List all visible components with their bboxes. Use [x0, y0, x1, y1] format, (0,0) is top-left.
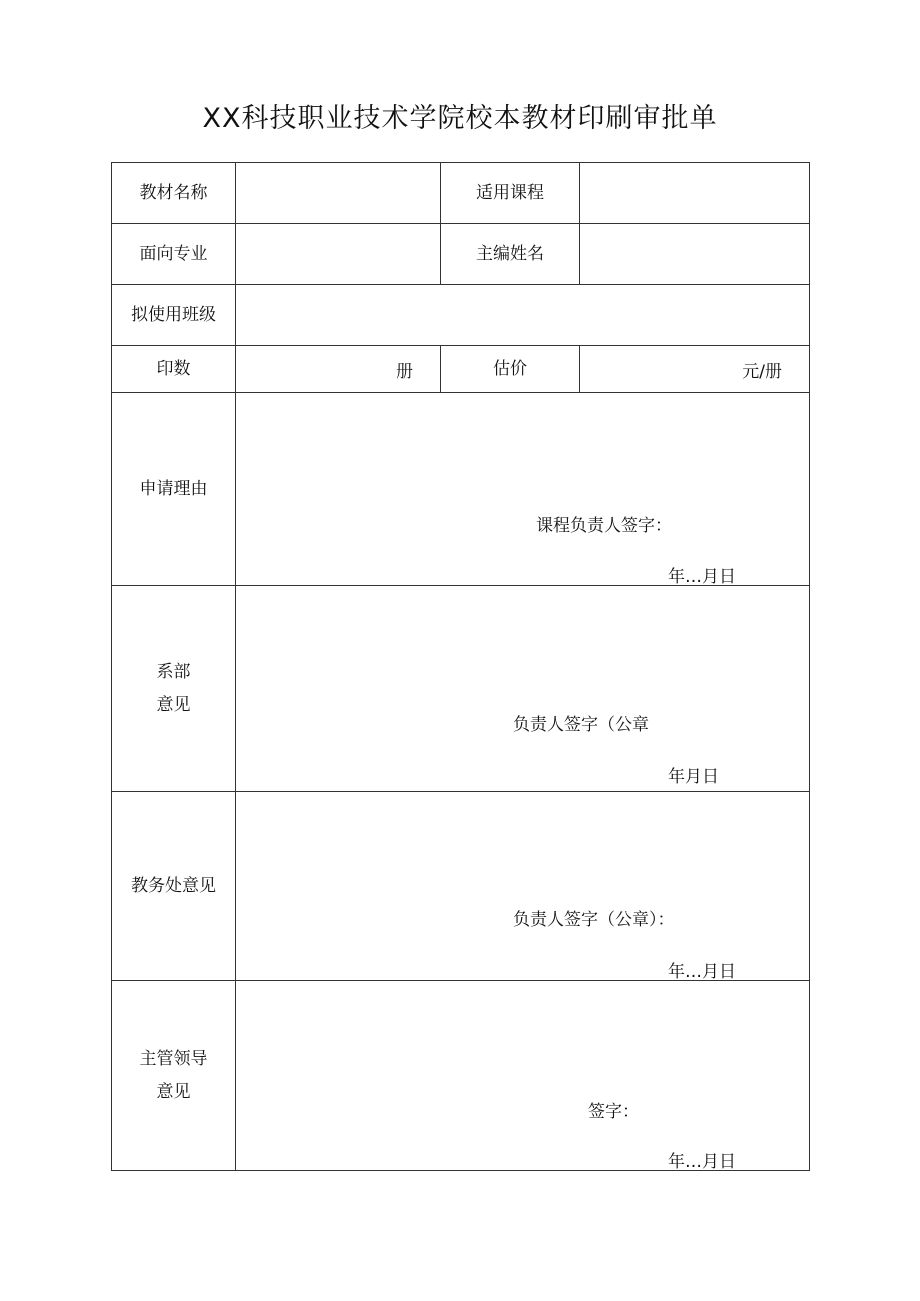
leader-date-label: 年…月日 [668, 1152, 736, 1172]
department-opinion-area[interactable] [236, 586, 810, 792]
row-leader [112, 981, 810, 1171]
label-department [112, 586, 236, 792]
input-major[interactable] [236, 224, 441, 285]
input-textbook-name[interactable] [236, 163, 441, 224]
academic-date-label: 年…月日 [668, 962, 736, 982]
label-textbook-name: 教材名称 [112, 163, 236, 224]
row-textbook [112, 163, 810, 224]
leader-signature-label: 签字： [588, 1102, 639, 1122]
leader-opinion-area[interactable] [236, 981, 810, 1171]
department-date-label: 年月日 [668, 767, 719, 787]
row-department [112, 586, 810, 792]
row-academic [112, 792, 810, 981]
label-editor: 主编姓名 [441, 224, 580, 285]
academic-opinion-area[interactable] [236, 792, 810, 981]
label-reason: 申请理由 [112, 393, 236, 586]
input-price[interactable] [580, 346, 810, 393]
label-major: 面向专业 [112, 224, 236, 285]
label-academic: 教务处意见 [112, 792, 236, 981]
label-leader [112, 981, 236, 1171]
reason-date-label: 年…月日 [668, 567, 736, 587]
label-print-count: 印数 [112, 346, 236, 393]
label-course: 适用课程 [441, 163, 580, 224]
row-major [112, 224, 810, 285]
input-editor[interactable] [580, 224, 810, 285]
input-course[interactable] [580, 163, 810, 224]
input-classes[interactable] [236, 285, 810, 346]
page-title: XX科技职业技术学院校本教材印刷审批单 [202, 103, 718, 134]
row-print [112, 346, 810, 393]
row-classes [112, 285, 810, 346]
label-leader-line2: 意见 [156, 1081, 191, 1102]
price-unit: 元/册 [742, 361, 782, 382]
row-reason [112, 393, 810, 586]
approval-form-table [111, 162, 810, 1171]
label-classes: 拟使用班级 [112, 285, 236, 346]
label-leader-line1: 主管领导 [139, 1048, 208, 1069]
label-department-line1: 系部 [156, 661, 191, 682]
input-print-count[interactable] [236, 346, 441, 393]
academic-signature-label: 负责人签字（公章）： [513, 910, 675, 930]
label-department-line2: 意见 [156, 694, 191, 715]
label-price: 估价 [441, 346, 580, 393]
reason-signature-label: 课程负责人签字： [536, 516, 672, 536]
reason-opinion-area[interactable] [236, 393, 810, 586]
department-signature-label: 负责人签字（公章 [513, 715, 649, 735]
print-unit: 册 [396, 361, 413, 382]
